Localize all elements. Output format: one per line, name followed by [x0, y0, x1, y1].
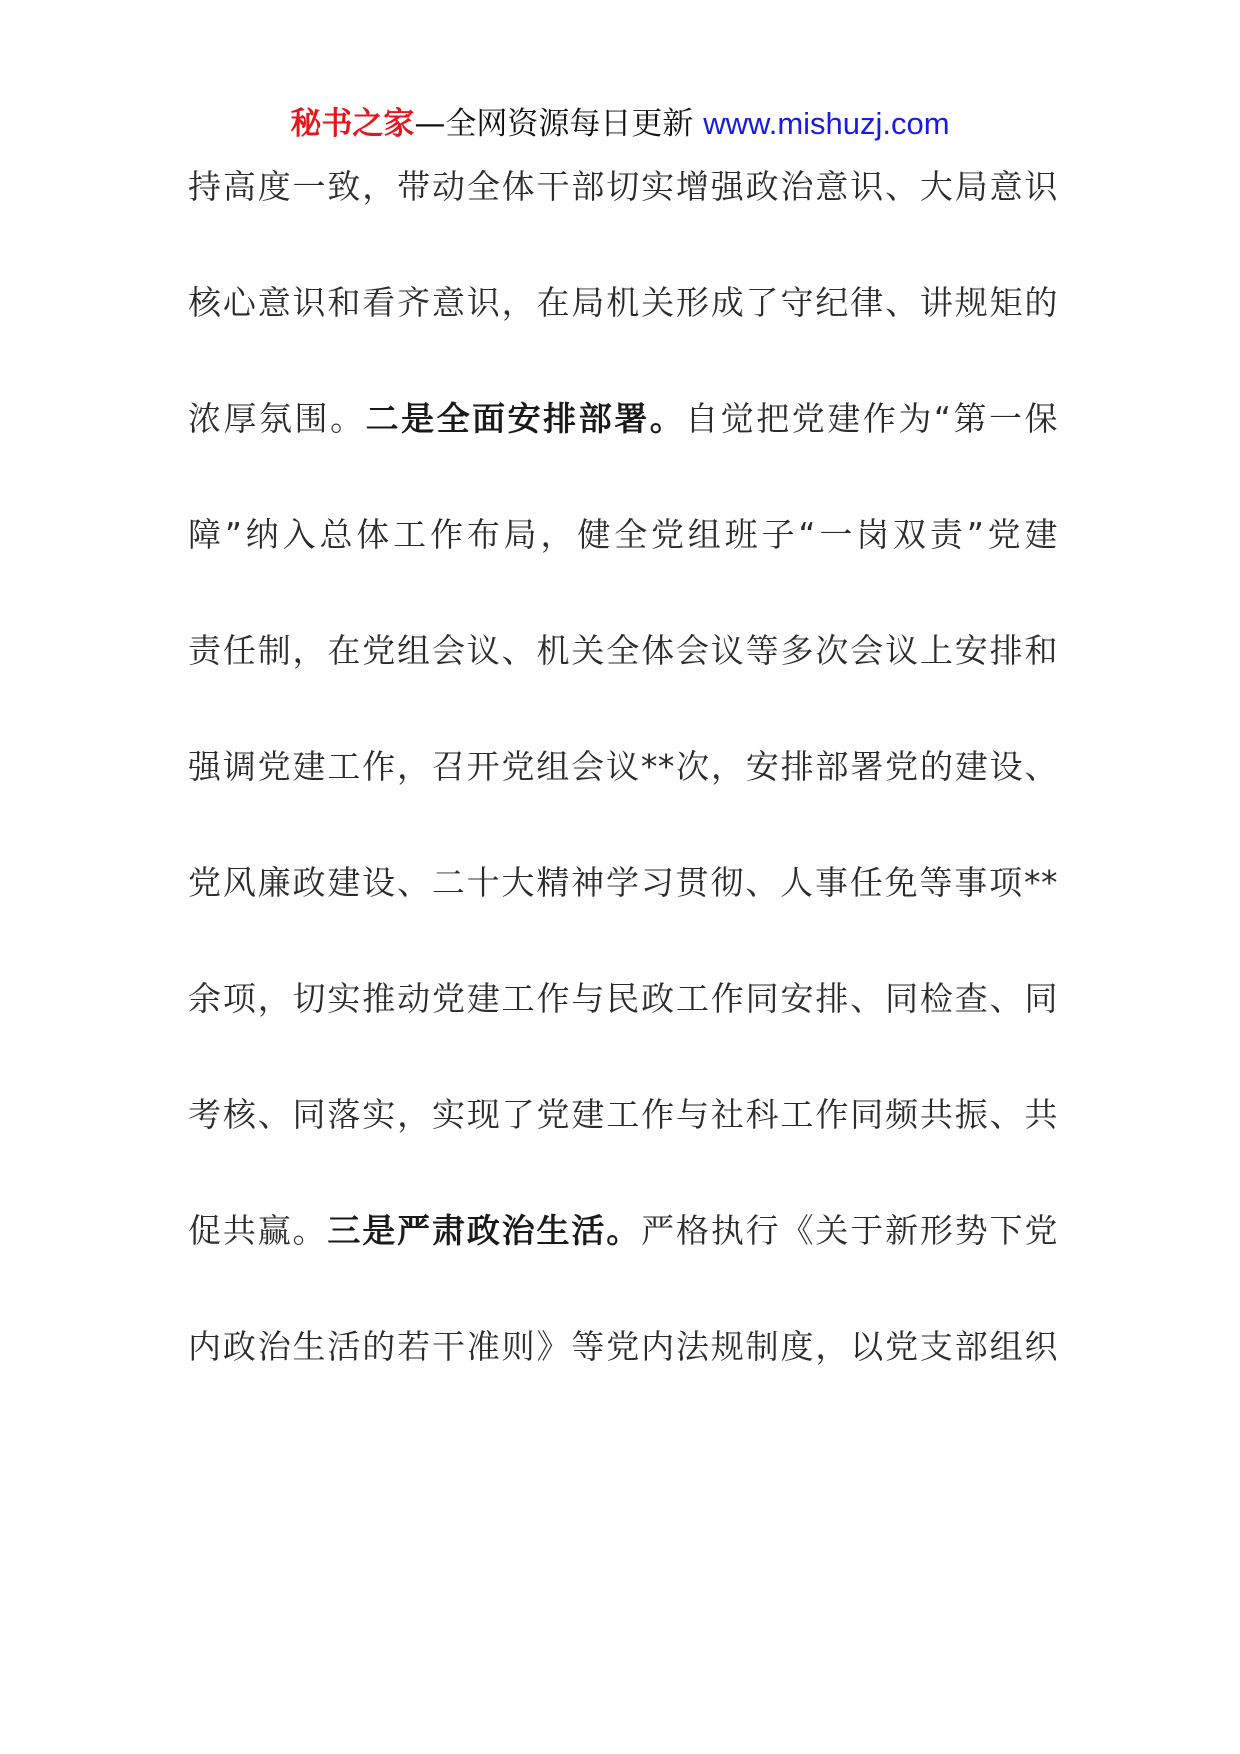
- text-segment: 浓厚氛围。: [188, 399, 366, 438]
- text-segment: 内政治生活的若干准则》等党内法规制度，以党支部组织: [188, 1327, 1058, 1366]
- text-segment: 持高度一致，带动全体干部切实增强政治意识、大局意识: [188, 167, 1058, 206]
- text-segment: 核心意识和看齐意识，在局机关形成了守纪律、讲规矩的: [188, 283, 1058, 322]
- page-header: [0, 102, 1240, 146]
- text-line: [188, 510, 1058, 560]
- text-segment: 责任制，在党组会议、机关全体会议等多次会议上安排和: [188, 631, 1058, 670]
- text-line: [188, 1090, 1058, 1140]
- section-heading-2: 二是全面安排部署。: [365, 399, 686, 438]
- text-line: [188, 974, 1058, 1024]
- header-tagline: —全网资源每日更新: [414, 106, 694, 142]
- text-segment: 自觉把党建作为“第一保: [685, 399, 1059, 438]
- text-line: [188, 1206, 1058, 1256]
- site-url-link[interactable]: www.mishuzj.com: [703, 106, 950, 141]
- brand-name: 秘书之家: [290, 106, 415, 142]
- text-line: [188, 858, 1058, 908]
- text-line: [188, 162, 1058, 212]
- text-segment: 强调党建工作，召开党组会议**次，安排部署党的建设、: [188, 747, 1058, 786]
- text-line: [188, 394, 1058, 444]
- text-line: [188, 278, 1058, 328]
- text-segment: 严格执行《关于新形势下党: [641, 1211, 1059, 1250]
- text-line: [188, 1322, 1058, 1372]
- text-segment: 考核、同落实，实现了党建工作与社科工作同频共振、共: [188, 1095, 1058, 1134]
- text-line: [188, 626, 1058, 676]
- section-heading-3: 三是严肃政治生活。: [327, 1211, 642, 1250]
- text-line: [188, 742, 1058, 792]
- text-segment: 障”纳入总体工作布局，健全党组班子“一岗双责”党建: [188, 515, 1058, 554]
- text-segment: 党风廉政建设、二十大精神学习贯彻、人事任免等事项**: [188, 863, 1058, 902]
- text-segment: 促共赢。: [188, 1211, 328, 1250]
- text-segment: 余项，切实推动党建工作与民政工作同安排、同检查、同: [188, 979, 1058, 1018]
